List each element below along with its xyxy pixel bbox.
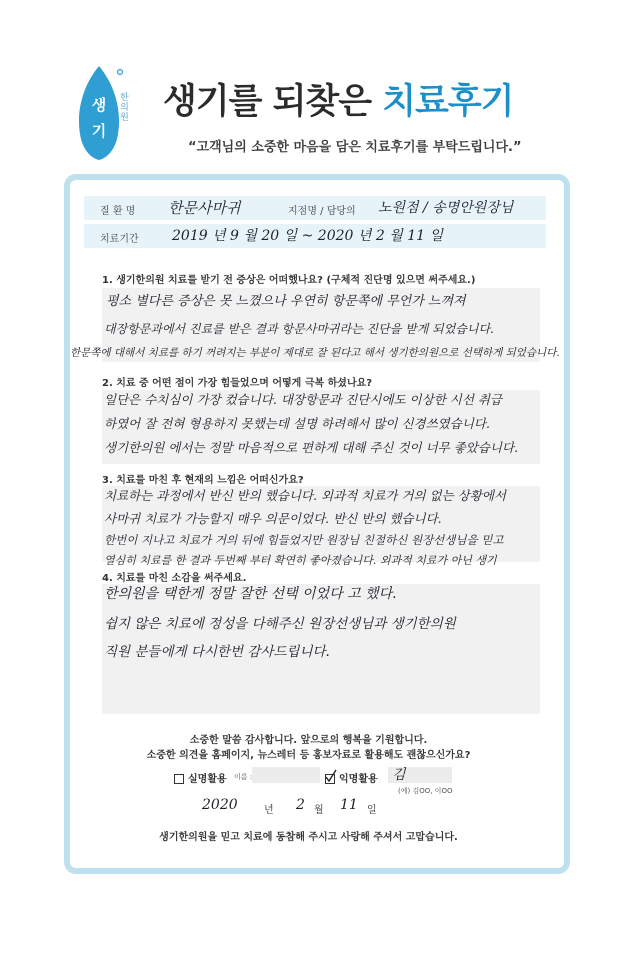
thanks-line-2: 소중한 의견을 홈페이지, 뉴스레터 등 홍보자료로 활용해도 괜찮으신가요? [146,750,471,761]
disease-label: 질 환 명 [100,206,136,217]
anonymous-value: 김 [392,767,406,783]
answer-1-line-2: 대장항문과에서 진료를 받은 결과 항문사마귀라는 진단을 받게 되었습니다. [104,322,494,336]
period-value[interactable]: 2019 년 9 월 20 일 ~ 2020 년 2 월 11 일 [172,228,443,244]
anonymous-checkbox[interactable] [325,774,335,784]
answer-4-line-1: 한의원을 택한게 정말 잘한 선택 이었다 고 했다. [104,586,397,602]
logo-text-bottom: 기 [91,122,107,140]
question-4: 4. 치료를 마친 소감을 써주세요. [102,573,247,584]
day-word: 일 [367,805,377,816]
branch-value[interactable]: 노원점 / 송명안원장님 [378,200,514,216]
period-label: 치료기간 [100,234,139,245]
answer-1-line-3: 한문쪽에 대해서 치료를 하기 꺼려지는 부분이 제대로 잘 된다고 해서 생기한의원으로 선택하게 되었습니다. [70,347,560,359]
anonymous-option[interactable] [325,770,378,785]
answer-3-line-1: 치료하는 과정에서 반신 반의 했습니다. 외과적 치료가 거의 없는 상황에서 [104,488,506,503]
answer-2-line-2: 하였어 잘 전혀 형용하지 못했는데 설명 하려해서 많이 신경쓰였습니다. [104,416,490,431]
answer-4-line-3: 직원 분들에게 다시한번 감사드립니다. [104,644,330,660]
question-1: 1. 생기한의원 치료를 받기 전 증상은 어떠했나요? (구체적 진단명 있으면 써주세요.) [102,275,476,286]
name-label: 이름 : [234,773,253,781]
real-name-checkbox[interactable] [174,774,184,784]
thanks-line-1: 소중한 말씀 감사합니다. 앞으로의 행복을 기원합니다. [189,735,428,746]
answer-2-line-3: 생기한의원 에서는 정말 마음적으로 편하게 대해 주신 것이 너무 좋았습니다. [104,440,519,455]
logo-text-top: 생 [91,96,107,114]
real-name-label: 실명활용 [188,774,227,785]
branch-label: 지점명 / 담당의 [288,206,356,217]
date-day[interactable]: 11 [340,797,358,813]
answer-3-line-4: 열심히 치료를 한 결과 두번째 부터 확연히 좋아졌습니다. 외과적 치료가 아닌 생기 [104,554,497,567]
answer-1-line-1: 평소 별다른 증상은 못 느꼈으나 우연히 항문쪽에 무언가 느껴져 [106,294,466,309]
disease-value[interactable]: 한문사마귀 [168,199,241,217]
page-title [163,74,513,124]
footer-message: 생기한의원을 믿고 치료에 동참해 주시고 사랑해 주셔서 고맙습니다. [159,832,458,843]
date-year[interactable]: 2020 [202,797,238,813]
title-accent: 치료후기 [382,82,514,122]
logo-subtitle: 한의원 [118,92,128,122]
question-3: 3. 치료를 마친 후 현재의 느낌은 어떠신가요? [102,475,304,486]
real-name-option[interactable] [174,770,227,785]
title-main: 생기를 되찾은 [163,82,383,122]
answer-3-line-3: 한번이 지나고 치료가 거의 뒤에 힘들었지만 원장님 친절하신 원장선생님을 믿고 [104,533,504,547]
question-2: 2. 치료 중 어떤 점이 가장 힘들었으며 어떻게 극복 하셨나요? [102,378,373,389]
date-month[interactable]: 2 [296,797,305,813]
example-note: (예) 김OO, 이OO [398,787,453,795]
answer-4-line-2: 쉽지 않은 치료에 정성을 다해주신 원장선생님과 생기한의원 [104,616,456,632]
year-word: 년 [264,805,274,816]
name-field[interactable] [252,767,320,783]
answer-3-line-2: 사마귀 치료가 가능할지 매우 의문이었다. 반신 반의 했습니다. [104,511,442,526]
anonymous-label: 익명활용 [339,774,378,785]
page-subtitle: “고객님의 소중한 마음을 담은 치료후기를 부탁드립니다.” [188,140,522,155]
answer-2-line-1: 일단은 수치심이 가장 컸습니다. 대장항문과 진단시에도 이상한 시선 취급 [104,392,503,407]
month-word: 월 [314,805,324,816]
